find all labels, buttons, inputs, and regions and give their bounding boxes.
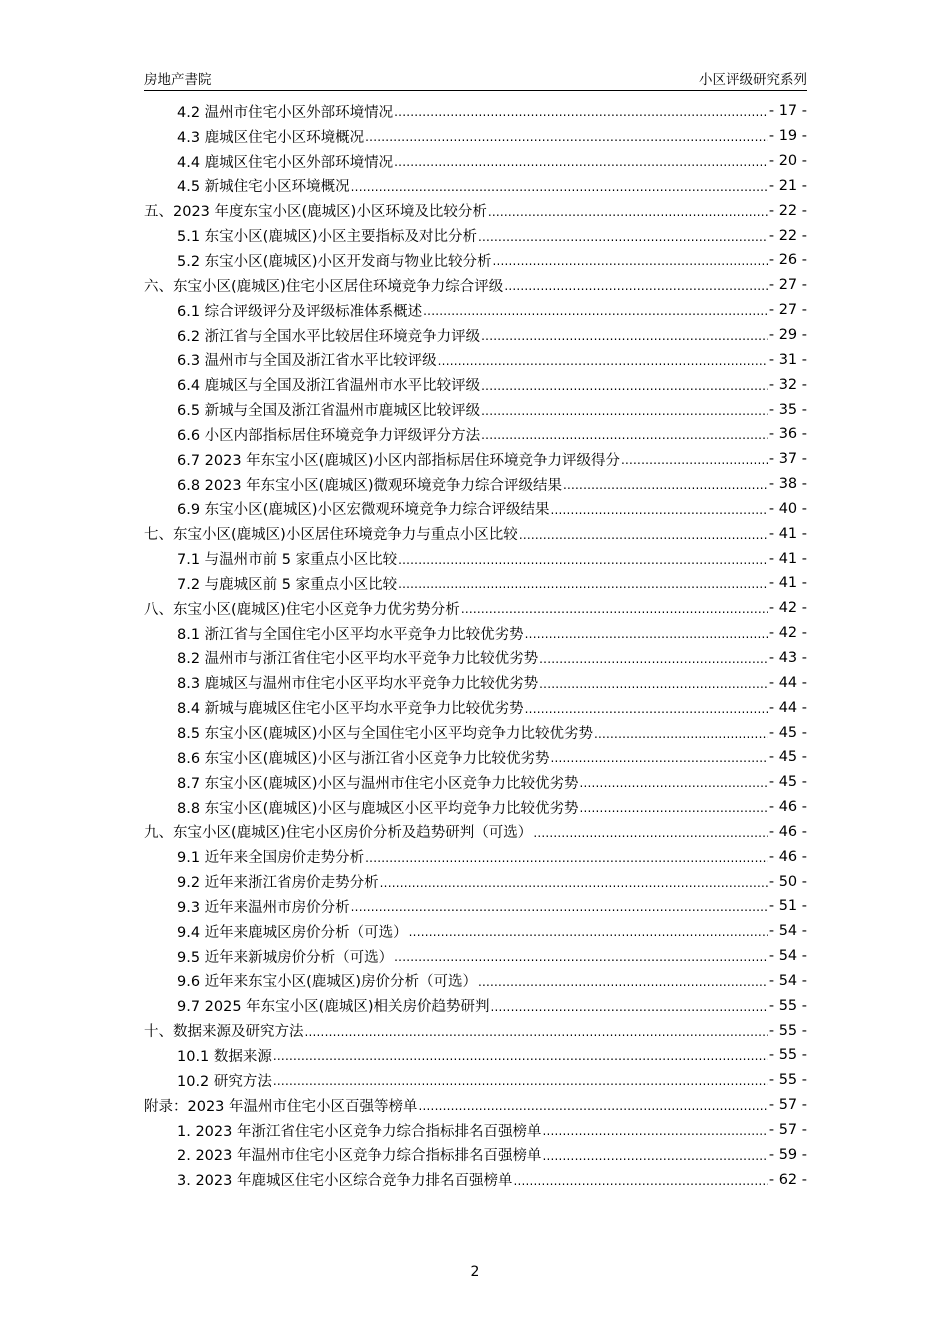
toc-entry-title: 5.2 东宝小区(鹿城区)小区开发商与物业比较分析 (177, 253, 492, 270)
toc-section-entry[interactable] (144, 621, 807, 646)
page-number: 2 (470, 1264, 480, 1280)
toc-chapter-entry[interactable] (144, 273, 807, 298)
toc-section-entry[interactable] (144, 347, 807, 372)
toc-entry-title: 5.1 东宝小区(鹿城区)小区主要指标及对比分析 (177, 229, 477, 246)
toc-entry-title: 6.2 浙江省与全国水平比较居住环境竞争力评级 (177, 328, 481, 345)
toc-entry-title: 6.3 温州市与全国及浙江省水平比较评级 (177, 353, 437, 370)
toc-section-entry[interactable] (144, 447, 807, 472)
toc-leader-dots (438, 353, 768, 367)
toc-entry-page: - 22 - (768, 202, 807, 219)
toc-entry-title: 9.3 近年来温州市房价分析 (177, 899, 350, 916)
toc-leader-dots (539, 676, 768, 690)
toc-leader-dots (594, 726, 768, 740)
toc-leader-dots (488, 204, 768, 218)
toc-leader-dots (579, 775, 767, 789)
toc-entry-title: 9.2 近年来浙江省房价走势分析 (177, 875, 379, 892)
toc-section-entry[interactable] (144, 969, 807, 994)
toc-entry-title: 9.7 2025 年东宝小区(鹿城区)相关房价趋势研判 (177, 999, 490, 1016)
toc-entry-page: - 32 - (768, 376, 807, 393)
toc-section-entry[interactable] (144, 944, 807, 969)
toc-leader-dots (423, 303, 768, 317)
toc-entry-title: 6.7 2023 年东宝小区(鹿城区)小区内部指标居住环境竞争力评级得分 (177, 452, 620, 469)
toc-entry-page: - 46 - (768, 848, 807, 865)
toc-section-entry[interactable] (144, 745, 807, 770)
toc-entry-title: 4.2 温州市住宅小区外部环境情况 (177, 104, 394, 121)
toc-entry-title: 6.1 综合评级评分及评级标准体系概述 (177, 303, 423, 320)
toc-section-entry[interactable] (144, 646, 807, 671)
toc-entry-page: - 55 - (768, 997, 807, 1014)
toc-entry-page: - 41 - (768, 525, 807, 542)
toc-entry-title: 4.4 鹿城区住宅小区外部环境情况 (177, 154, 394, 171)
toc-leader-dots (525, 626, 768, 640)
toc-entry-page: - 35 - (768, 401, 807, 418)
toc-entry-page: - 41 - (768, 550, 807, 567)
toc-section-entry[interactable] (144, 1142, 807, 1167)
page-header (144, 64, 807, 91)
toc-entry-title: 10.2 研究方法 (177, 1073, 272, 1090)
toc-chapter-entry[interactable] (144, 1018, 807, 1043)
toc-chapter-entry[interactable] (144, 521, 807, 546)
toc-entry-title: 七、东宝小区(鹿城区)小区居住环境竞争力与重点小区比较 (144, 527, 518, 544)
toc-section-entry[interactable] (144, 1068, 807, 1093)
toc-leader-dots (419, 1098, 768, 1112)
toc-entry-page: - 45 - (768, 749, 807, 766)
toc-entry-title: 6.5 新城与全国及浙江省温州市鹿城区比较评级 (177, 403, 481, 420)
toc-entry-title: 7.2 与鹿城区前 5 家重点小区比较 (177, 576, 398, 593)
toc-entry-title: 8.4 新城与鹿城区住宅小区平均水平竞争力比较优劣势 (177, 701, 524, 718)
toc-leader-dots (398, 576, 768, 590)
toc-entry-title: 五、2023 年度东宝小区(鹿城区)小区环境及比较分析 (144, 204, 487, 221)
toc-entry-title: 8.6 东宝小区(鹿城区)小区与浙江省小区竞争力比较优劣势 (177, 750, 550, 767)
toc-entry-title: 6.9 东宝小区(鹿城区)小区宏微观环境竞争力综合评级结果 (177, 502, 550, 519)
toc-leader-dots (550, 502, 767, 516)
toc-section-entry[interactable] (144, 497, 807, 522)
toc-entry-page: - 27 - (768, 302, 807, 319)
toc-entry-title: 8.3 鹿城区与温州市住宅小区平均水平竞争力比较优劣势 (177, 676, 539, 693)
toc-section-entry[interactable] (144, 472, 807, 497)
toc-leader-dots (398, 552, 768, 566)
toc-leader-dots (409, 924, 768, 938)
toc-entry-title: 6.6 小区内部指标居住环境竞争力评级评分方法 (177, 427, 481, 444)
toc-section-entry[interactable] (144, 99, 807, 124)
toc-section-entry[interactable] (144, 844, 807, 869)
toc-section-entry[interactable] (144, 869, 807, 894)
toc-entry-title: 7.1 与温州市前 5 家重点小区比较 (177, 552, 398, 569)
toc-leader-dots (513, 1173, 767, 1187)
toc-leader-dots (351, 179, 768, 193)
toc-leader-dots (481, 328, 768, 342)
toc-leader-dots (394, 154, 768, 168)
toc-section-entry[interactable] (144, 124, 807, 149)
toc-leader-dots (481, 403, 768, 417)
toc-entry-title: 1. 2023 年浙江省住宅小区竞争力综合指标排名百强榜单 (177, 1123, 542, 1140)
toc-entry-page: - 55 - (768, 1072, 807, 1089)
toc-entry-title: 十、数据来源及研究方法 (144, 1024, 304, 1041)
header-series-title: 小区评级研究系列 (699, 72, 807, 88)
toc-leader-dots (365, 850, 768, 864)
toc-entry-title: 9.4 近年来鹿城区房价分析（可选） (177, 924, 408, 941)
toc-entry-title: 4.5 新城住宅小区环境概况 (177, 179, 350, 196)
toc-entry-page: - 54 - (768, 948, 807, 965)
toc-leader-dots (533, 825, 768, 839)
toc-entry-page: - 29 - (768, 327, 807, 344)
toc-section-entry[interactable] (144, 993, 807, 1018)
toc-entry-page: - 45 - (768, 774, 807, 791)
toc-entry-page: - 57 - (768, 1097, 807, 1114)
toc-leader-dots (563, 477, 768, 491)
toc-entry-title: 2. 2023 年温州市住宅小区竞争力综合指标排名百强榜单 (177, 1148, 542, 1165)
toc-entry-page: - 31 - (768, 351, 807, 368)
toc-leader-dots (542, 1123, 767, 1137)
toc-section-entry[interactable] (144, 670, 807, 695)
toc-entry-page: - 44 - (768, 674, 807, 691)
toc-entry-page: - 26 - (768, 252, 807, 269)
toc-entry-page: - 62 - (768, 1171, 807, 1188)
toc-section-entry[interactable] (144, 795, 807, 820)
toc-leader-dots (579, 800, 767, 814)
toc-leader-dots (380, 875, 768, 889)
toc-entry-page: - 37 - (768, 451, 807, 468)
toc-section-entry[interactable] (144, 770, 807, 795)
toc-section-entry[interactable] (144, 1118, 807, 1143)
toc-entry-page: - 42 - (768, 600, 807, 617)
toc-section-entry[interactable] (144, 372, 807, 397)
toc-entry-title: 九、东宝小区(鹿城区)住宅小区房价分析及趋势研判（可选） (144, 825, 533, 842)
toc-leader-dots (461, 601, 768, 615)
toc-entry-page: - 41 - (768, 575, 807, 592)
toc-entry-title: 9.6 近年来东宝小区(鹿城区)房价分析（可选） (177, 974, 477, 991)
toc-section-entry[interactable] (144, 1043, 807, 1068)
toc-entry-title: 8.8 东宝小区(鹿城区)小区与鹿城区小区平均竞争力比较优劣势 (177, 800, 579, 817)
toc-entry-page: - 55 - (768, 1022, 807, 1039)
toc-entry-page: - 54 - (768, 972, 807, 989)
toc-leader-dots (305, 1024, 768, 1038)
toc-entry-title: 附录：2023 年温州市住宅小区百强等榜单 (144, 1098, 418, 1115)
toc-leader-dots (478, 974, 768, 988)
header-publisher: 房地产書院 (144, 72, 212, 88)
toc-entry-page: - 44 - (768, 699, 807, 716)
toc-leader-dots (542, 1148, 767, 1162)
toc-entry-title: 9.1 近年来全国房价走势分析 (177, 850, 365, 867)
toc-entry-page: - 59 - (768, 1146, 807, 1163)
toc-leader-dots (273, 1048, 768, 1062)
toc-leader-dots (525, 701, 768, 715)
table-of-contents (144, 99, 807, 1192)
toc-leader-dots (394, 949, 768, 963)
toc-leader-dots (351, 899, 768, 913)
toc-entry-title: 4.3 鹿城区住宅小区环境概况 (177, 129, 365, 146)
toc-entry-title: 8.1 浙江省与全国住宅小区平均水平竞争力比较优劣势 (177, 626, 524, 643)
toc-leader-dots (394, 104, 768, 118)
toc-leader-dots (365, 129, 768, 143)
toc-leader-dots (550, 750, 767, 764)
toc-section-entry[interactable] (144, 720, 807, 745)
toc-section-entry[interactable] (144, 571, 807, 596)
toc-entry-page: - 55 - (768, 1047, 807, 1064)
toc-entry-title: 六、东宝小区(鹿城区)住宅小区居住环境竞争力综合评级 (144, 278, 504, 295)
toc-entry-page: - 51 - (768, 898, 807, 915)
toc-leader-dots (504, 278, 768, 292)
toc-chapter-entry[interactable] (144, 596, 807, 621)
toc-section-entry[interactable] (144, 1167, 807, 1192)
toc-leader-dots (491, 999, 768, 1013)
toc-section-entry[interactable] (144, 919, 807, 944)
toc-entry-title: 8.7 东宝小区(鹿城区)小区与温州市住宅小区竞争力比较优劣势 (177, 775, 579, 792)
toc-entry-page: - 22 - (768, 227, 807, 244)
toc-section-entry[interactable] (144, 323, 807, 348)
toc-entry-page: - 36 - (768, 426, 807, 443)
toc-entry-page: - 54 - (768, 923, 807, 940)
toc-entry-page: - 20 - (768, 153, 807, 170)
toc-leader-dots (478, 229, 768, 243)
toc-entry-title: 10.1 数据来源 (177, 1048, 272, 1065)
toc-entry-page: - 46 - (768, 799, 807, 816)
toc-section-entry[interactable] (144, 695, 807, 720)
toc-entry-page: - 27 - (768, 277, 807, 294)
toc-entry-page: - 21 - (768, 177, 807, 194)
toc-section-entry[interactable] (144, 422, 807, 447)
toc-leader-dots (481, 427, 768, 441)
toc-entry-page: - 43 - (768, 649, 807, 666)
toc-entry-page: - 38 - (768, 476, 807, 493)
toc-section-entry[interactable] (144, 546, 807, 571)
toc-leader-dots (539, 651, 768, 665)
toc-leader-dots (492, 253, 767, 267)
toc-entry-page: - 57 - (768, 1122, 807, 1139)
toc-chapter-entry[interactable] (144, 198, 807, 223)
toc-section-entry[interactable] (144, 149, 807, 174)
toc-entry-page: - 50 - (768, 873, 807, 890)
toc-section-entry[interactable] (144, 248, 807, 273)
toc-leader-dots (621, 452, 768, 466)
toc-entry-page: - 46 - (768, 823, 807, 840)
toc-entry-page: - 42 - (768, 625, 807, 642)
toc-entry-page: - 45 - (768, 724, 807, 741)
toc-entry-page: - 19 - (768, 128, 807, 145)
toc-entry-title: 8.2 温州市与浙江省住宅小区平均水平竞争力比较优劣势 (177, 651, 539, 668)
toc-section-entry[interactable] (144, 298, 807, 323)
toc-entry-title: 6.8 2023 年东宝小区(鹿城区)微观环境竞争力综合评级结果 (177, 477, 562, 494)
toc-entry-title: 9.5 近年来新城房价分析（可选） (177, 949, 394, 966)
toc-leader-dots (481, 378, 768, 392)
toc-entry-title: 8.5 东宝小区(鹿城区)小区与全国住宅小区平均竞争力比较优劣势 (177, 726, 593, 743)
toc-entry-page: - 40 - (768, 500, 807, 517)
toc-entry-title: 6.4 鹿城区与全国及浙江省温州市水平比较评级 (177, 378, 481, 395)
toc-section-entry[interactable] (144, 223, 807, 248)
toc-entry-page: - 17 - (768, 103, 807, 120)
toc-leader-dots (273, 1073, 768, 1087)
toc-section-entry[interactable] (144, 397, 807, 422)
toc-chapter-entry[interactable] (144, 819, 807, 844)
toc-entry-title: 3. 2023 年鹿城区住宅小区综合竞争力排名百强榜单 (177, 1173, 513, 1190)
toc-entry-title: 八、东宝小区(鹿城区)住宅小区竞争力优劣势分析 (144, 601, 460, 618)
toc-chapter-entry[interactable] (144, 1093, 807, 1118)
toc-section-entry[interactable] (144, 174, 807, 199)
toc-section-entry[interactable] (144, 894, 807, 919)
toc-leader-dots (519, 527, 768, 541)
